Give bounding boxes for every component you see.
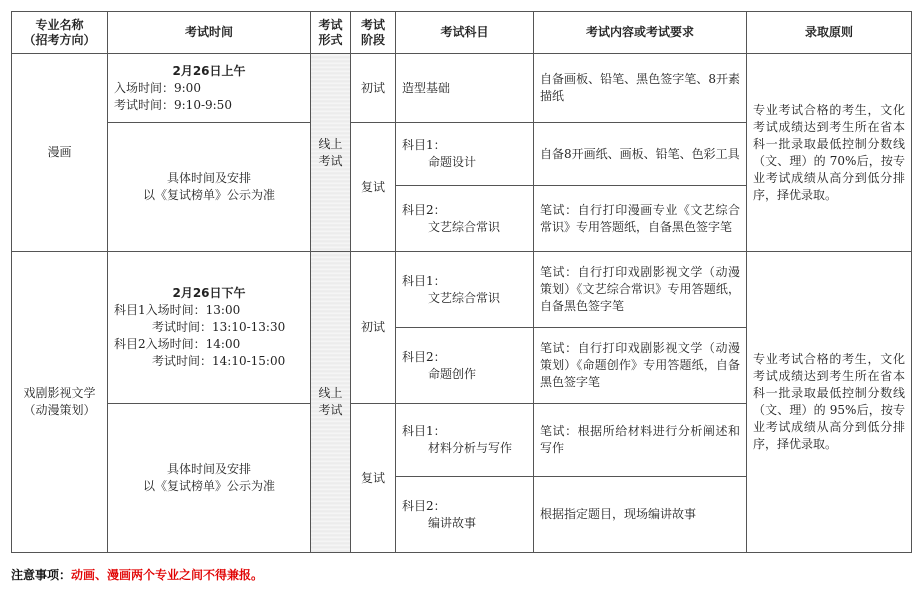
major-cell: 漫画 bbox=[12, 54, 108, 252]
stage-retest-cell: 复试 bbox=[351, 123, 396, 252]
header-stage: 考试 阶段 bbox=[351, 12, 396, 54]
stage-retest-cell: 复试 bbox=[351, 404, 396, 553]
content-cell: 笔试：根据所给材料进行分析阐述和写作 bbox=[534, 404, 747, 477]
stage-first-cell: 初试 bbox=[351, 54, 396, 123]
entry-time: 科目1入场时间：13:00 bbox=[114, 303, 241, 317]
exam-time: 考试时间：14:10-15:00 bbox=[152, 354, 286, 368]
subject-label: 造型基础 bbox=[402, 80, 451, 95]
stage-first-cell: 初试 bbox=[351, 252, 396, 404]
exam-time: 考试时间：9:10-9:50 bbox=[114, 97, 232, 112]
exam-schedule-table bbox=[11, 11, 912, 553]
content-cell: 笔试：自行打印漫画专业《文艺综合常识》专用答题纸，自备黑色签字笔 bbox=[534, 186, 747, 252]
retest-time-line: 以《复试榜单》公示为准 bbox=[142, 188, 275, 202]
first-exam-time-cell bbox=[108, 54, 311, 123]
major-cell: 戏剧影视文学 （动漫策划） bbox=[12, 252, 108, 553]
subject-label: 科目1： bbox=[402, 424, 446, 438]
content-cell: 笔试：自行打印戏剧影视文学（动漫策划）《命题创作》专用答题纸，自备黑色签字笔 bbox=[534, 328, 747, 404]
subject-label: 科目1： bbox=[402, 138, 446, 152]
retest-time-line: 以《复试榜单》公示为准 bbox=[142, 479, 275, 493]
retest-time-cell bbox=[108, 123, 311, 252]
entry-time: 科目2入场时间：14:00 bbox=[114, 337, 241, 351]
retest-time-line: 具体时间及安排 bbox=[166, 462, 251, 476]
content-cell: 自备8开画纸、画板、铅笔、色彩工具 bbox=[534, 123, 747, 186]
exam-form-cell: 线上 考试 bbox=[311, 54, 351, 252]
content-cell: 笔试：自行打印戏剧影视文学（动漫策划）《文艺综合常识》专用答题纸，自备黑色签字笔 bbox=[534, 252, 747, 328]
subject-label: 科目1： bbox=[402, 273, 446, 288]
subject-cell bbox=[396, 404, 534, 477]
exam-time: 考试时间：13:10-13:30 bbox=[152, 320, 286, 334]
exam-date: 2月26日下午 bbox=[172, 286, 246, 300]
subject-cell bbox=[396, 54, 534, 123]
subject-name: 材料分析与写作 bbox=[428, 441, 513, 455]
subject-cell bbox=[396, 328, 534, 404]
table-row bbox=[12, 252, 912, 328]
subject-name: 命题设计 bbox=[428, 155, 477, 169]
table-row bbox=[12, 54, 912, 123]
header-form: 考试 形式 bbox=[311, 12, 351, 54]
subject-name: 命题创作 bbox=[428, 366, 477, 381]
exam-date: 2月26日上午 bbox=[172, 63, 246, 78]
subject-cell bbox=[396, 186, 534, 252]
subject-label: 科目2： bbox=[402, 202, 446, 217]
admission-cell: 专业考试合格的考生，文化考试成绩达到考生所在省本科一批录取最低控制分数线（文、理）的 70%后，按专业考试成绩从高分到低分排序，择优录取。 bbox=[747, 54, 912, 252]
subject-cell bbox=[396, 252, 534, 328]
subject-name: 文艺综合常识 bbox=[428, 219, 501, 234]
notice-label: 注意事项： bbox=[11, 568, 72, 582]
first-exam-time-cell bbox=[108, 252, 311, 404]
retest-time-line: 具体时间及安排 bbox=[166, 171, 251, 185]
content-cell: 自备画板、铅笔、黑色签字笔、8开素描纸 bbox=[534, 54, 747, 123]
subject-cell bbox=[396, 123, 534, 186]
exam-form-cell: 线上 考试 bbox=[311, 252, 351, 553]
header-subject: 考试科目 bbox=[396, 12, 534, 54]
notice-text: 动画、漫画两个专业之间不得兼报。 bbox=[71, 568, 264, 582]
header-admission: 录取原则 bbox=[747, 12, 912, 54]
notice bbox=[11, 566, 263, 583]
header-time: 考试时间 bbox=[108, 12, 311, 54]
subject-label: 科目2： bbox=[402, 498, 446, 513]
content-cell: 根据指定题目，现场编讲故事 bbox=[534, 477, 747, 553]
subject-label: 科目2： bbox=[402, 349, 446, 364]
subject-name: 文艺综合常识 bbox=[428, 290, 501, 305]
header-content: 考试内容或考试要求 bbox=[534, 12, 747, 54]
retest-time-cell bbox=[108, 404, 311, 553]
subject-cell bbox=[396, 477, 534, 553]
header-row bbox=[12, 12, 912, 54]
admission-cell: 专业考试合格的考生，文化考试成绩达到考生所在省本科一批录取最低控制分数线（文、理）的 95%后，按专业考试成绩从高分到低分排序，择优录取。 bbox=[747, 252, 912, 553]
subject-name: 编讲故事 bbox=[428, 515, 477, 530]
entry-time: 入场时间：9:00 bbox=[114, 80, 201, 95]
header-major: 专业名称 （招考方向） bbox=[12, 12, 108, 54]
